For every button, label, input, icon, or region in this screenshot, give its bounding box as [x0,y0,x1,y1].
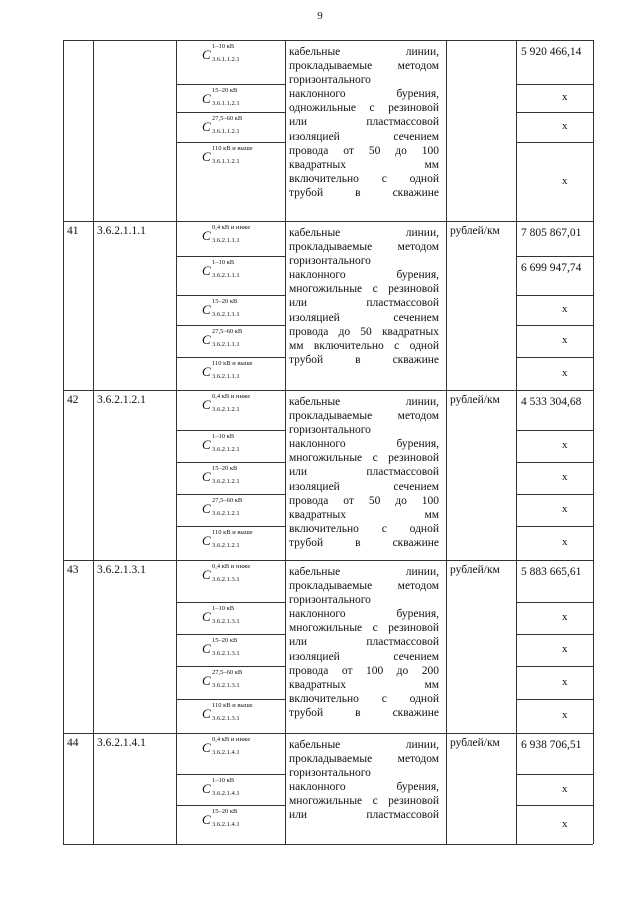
description-line: мм включительно с одной [289,339,439,352]
description-line: горизонтального [289,255,371,268]
rate-voltage: 15–20 кВ [212,298,238,305]
subrow-border [176,357,285,358]
rate-index: 3.6.1.1.2.1 [212,128,240,135]
row-description [289,565,439,720]
rate-voltage: 27,5–60 кВ [212,328,243,335]
description-line: наклонного бурения, [289,438,439,451]
rate-letter: C [202,469,211,484]
rate-symbol [202,497,243,517]
description-line: горизонтального [289,74,371,87]
value-not-applicable: x [562,120,568,132]
rate-letter: C [202,332,211,347]
rate-voltage: 15–20 кВ [212,808,238,815]
row-border [63,844,593,845]
row-unit: рублей/км [450,225,500,237]
row-border [63,390,593,391]
row-unit: рублей/км [450,737,500,749]
rate-symbol [202,529,253,549]
subrow-border [176,494,285,495]
rate-symbol [202,563,251,583]
description-line: трубой в скважине [289,186,439,199]
value-not-applicable: x [562,471,568,483]
rate-symbol [202,87,240,107]
rate-letter: C [202,533,211,548]
rate-voltage: 0,4 кВ и ниже [212,736,251,743]
page-number: 9 [317,10,323,22]
value-amount: 7 805 867,01 [521,227,582,239]
column-border [285,40,286,844]
rate-voltage: 0,4 кВ и ниже [212,224,251,231]
description-line: кабельные линии, [289,566,439,578]
rate-voltage: 27,5–60 кВ [212,115,243,122]
row-description [289,738,439,823]
subrow-border [516,430,593,431]
description-line: или пластмассовой [289,809,439,822]
row-border [63,733,593,734]
subrow-border [516,295,593,296]
row-number: 41 [67,225,79,237]
row-border [63,560,593,561]
rate-voltage: 1–10 кВ [212,433,235,440]
value-not-applicable: x [562,439,568,451]
subrow-border [176,84,285,85]
row-description [289,395,439,550]
description-line: трубой в скважине [289,353,439,366]
description-line: или пластмассовой [289,636,439,649]
description-line: трубой в скважине [289,536,439,549]
value-not-applicable: x [562,818,568,830]
rate-letter: C [202,91,211,106]
subrow-border [516,325,593,326]
rate-index: 3.6.2.1.4.1 [212,821,240,828]
description-line: провода от 50 до 100 [289,144,439,157]
value-not-applicable: x [562,611,568,623]
description-line: квадратных мм [289,508,439,521]
row-border [63,221,593,222]
description-line: многожильные с резиновой [289,795,439,808]
description-line: наклонного бурения, [289,269,439,282]
row-number: 44 [67,737,79,749]
description-line: провода от 100 до 200 [289,664,439,677]
rate-index: 3.6.2.1.3.1 [212,682,240,689]
subrow-border [516,602,593,603]
column-border [446,40,447,844]
column-border [63,40,64,844]
rate-voltage: 110 кВ и выше [212,702,253,709]
rate-voltage: 110 кВ и выше [212,360,253,367]
rate-letter: C [202,501,211,516]
rate-index: 3.6.2.1.3.1 [212,715,240,722]
rate-letter: C [202,567,211,582]
rate-symbol [202,808,240,828]
row-code: 3.6.2.1.4.1 [97,737,146,749]
value-not-applicable: x [562,503,568,515]
value-not-applicable: x [562,783,568,795]
rate-voltage: 15–20 кВ [212,87,238,94]
rate-symbol [202,360,253,380]
value-not-applicable: x [562,334,568,346]
rate-symbol [202,43,240,63]
rate-symbol [202,259,240,279]
description-line: провода от 50 до 100 [289,494,439,507]
value-not-applicable: x [562,676,568,688]
description-line: горизонтального [289,594,371,607]
subrow-border [516,84,593,85]
column-border [93,40,94,844]
rate-index: 3.6.1.1.2.1 [212,100,240,107]
description-line: провода до 50 квадратных [289,325,439,338]
subrow-border [176,666,285,667]
rate-symbol [202,465,240,485]
description-line: трубой в скважине [289,706,439,719]
rate-index: 3.6.2.1.2.1 [212,542,240,549]
subrow-border [176,634,285,635]
row-code: 3.6.2.1.2.1 [97,394,146,406]
rate-index: 3.6.2.1.3.1 [212,650,240,657]
rate-letter: C [202,641,211,656]
rate-index: 3.6.2.1.3.1 [212,576,240,583]
rate-voltage: 1–10 кВ [212,605,235,612]
rate-voltage: 15–20 кВ [212,637,238,644]
rate-letter: C [202,706,211,721]
row-unit: рублей/км [450,394,500,406]
rate-letter: C [202,437,211,452]
subrow-border [516,462,593,463]
column-border [593,40,594,844]
description-line: горизонтального [289,424,371,437]
row-number: 42 [67,394,79,406]
rate-letter: C [202,149,211,164]
rate-letter: C [202,609,211,624]
rate-index: 3.6.2.1.1.1 [212,237,240,244]
rate-voltage: 1–10 кВ [212,43,235,50]
description-line: или пластмассовой [289,116,439,129]
column-border [176,40,177,844]
rate-voltage: 27,5–60 кВ [212,669,243,676]
rate-symbol [202,298,240,318]
subrow-border [176,526,285,527]
rate-symbol [202,115,243,135]
description-line: изоляцией сечением [289,480,439,493]
description-line: прокладываемые методом [289,580,439,593]
rate-letter: C [202,397,211,412]
rate-index: 3.6.2.1.1.1 [212,311,240,318]
value-amount: 5 920 466,14 [521,46,582,58]
subrow-border [176,805,285,806]
rate-symbol [202,224,251,244]
value-not-applicable: x [562,709,568,721]
description-line: прокладываемые методом [289,60,439,73]
rate-index: 3.6.1.1.2.1 [212,158,240,165]
value-not-applicable: x [562,643,568,655]
rate-symbol [202,433,240,453]
description-line: или пластмассовой [289,466,439,479]
rate-letter: C [202,228,211,243]
rate-index: 3.6.2.1.2.1 [212,478,240,485]
rate-letter: C [202,302,211,317]
description-line: включительно с одной [289,172,439,185]
subrow-border [516,494,593,495]
rate-index: 3.6.2.1.1.1 [212,341,240,348]
subrow-border [516,526,593,527]
rate-index: 3.6.2.1.2.1 [212,406,240,413]
subrow-border [516,142,593,143]
description-line: одножильные с резиновой [289,102,439,115]
description-line: наклонного бурения, [289,608,439,621]
description-line: наклонного бурения, [289,88,439,101]
rate-symbol [202,328,243,348]
subrow-border [516,634,593,635]
subrow-border [516,112,593,113]
description-line: кабельные линии, [289,227,439,239]
column-border [516,40,517,844]
tariff-table [63,40,593,844]
rate-letter: C [202,47,211,62]
value-amount: 5 883 665,61 [521,566,582,578]
description-line: изоляцией сечением [289,130,439,143]
subrow-border [176,295,285,296]
row-border [63,40,593,41]
description-line: многожильные с резиновой [289,622,439,635]
rate-index: 3.6.2.1.2.1 [212,446,240,453]
rate-voltage: 110 кВ и выше [212,529,253,536]
rate-symbol [202,702,253,722]
row-description [289,226,439,367]
rate-voltage: 1–10 кВ [212,777,235,784]
subrow-border [176,602,285,603]
rate-voltage: 110 кВ и выше [212,145,253,152]
rate-symbol [202,393,251,413]
description-line: кабельные линии, [289,46,439,58]
subrow-border [516,805,593,806]
value-not-applicable: x [562,91,568,103]
rate-letter: C [202,673,211,688]
value-not-applicable: x [562,536,568,548]
description-line: прокладываемые методом [289,410,439,423]
description-line: квадратных мм [289,158,439,171]
subrow-border [176,774,285,775]
description-line: квадратных мм [289,678,439,691]
description-line: включительно с одной [289,692,439,705]
subrow-border [176,256,285,257]
subrow-border [516,666,593,667]
description-line: прокладываемые методом [289,753,439,766]
description-line: горизонтального [289,767,371,780]
subrow-border [516,774,593,775]
subrow-border [516,256,593,257]
value-amount: 6 699 947,74 [521,262,582,274]
rate-index: 3.6.2.1.2.1 [212,510,240,517]
rate-index: 3.6.2.1.4.1 [212,790,240,797]
rate-index: 3.6.2.1.1.1 [212,373,240,380]
rate-symbol [202,669,243,689]
rate-letter: C [202,263,211,278]
description-line: наклонного бурения, [289,781,439,794]
rate-letter: C [202,740,211,755]
value-amount: 4 533 304,68 [521,396,582,408]
rate-voltage: 0,4 кВ и ниже [212,563,251,570]
row-unit: рублей/км [450,564,500,576]
rate-voltage: 27,5–60 кВ [212,497,243,504]
subrow-border [176,462,285,463]
subrow-border [516,357,593,358]
description-line: многожильные с резиновой [289,283,439,296]
value-amount: 6 938 706,51 [521,739,582,751]
subrow-border [516,699,593,700]
description-line: изоляцией сечением [289,650,439,663]
description-line: кабельные линии, [289,739,439,751]
subrow-border [176,142,285,143]
rate-symbol [202,736,251,756]
description-line: кабельные линии, [289,396,439,408]
value-not-applicable: x [562,367,568,379]
row-number: 43 [67,564,79,576]
rate-index: 3.6.2.1.3.1 [212,618,240,625]
rate-letter: C [202,812,211,827]
description-line: многожильные с резиновой [289,452,439,465]
row-code: 3.6.2.1.3.1 [97,564,146,576]
rate-letter: C [202,119,211,134]
rate-symbol [202,637,240,657]
rate-symbol [202,145,253,165]
rate-symbol [202,605,240,625]
rate-symbol [202,777,240,797]
description-line: включительно с одной [289,522,439,535]
row-description [289,45,439,200]
rate-letter: C [202,781,211,796]
rate-index: 3.6.2.1.1.1 [212,272,240,279]
subrow-border [176,325,285,326]
rate-voltage: 0,4 кВ и ниже [212,393,251,400]
row-code: 3.6.2.1.1.1 [97,225,146,237]
rate-index: 3.6.2.1.4.1 [212,749,240,756]
subrow-border [176,699,285,700]
subrow-border [176,112,285,113]
rate-voltage: 15–20 кВ [212,465,238,472]
description-line: изоляцией сечением [289,311,439,324]
rate-letter: C [202,364,211,379]
rate-voltage: 1–10 кВ [212,259,235,266]
subrow-border [176,430,285,431]
rate-index: 3.6.1.1.2.1 [212,56,240,63]
description-line: или пластмассовой [289,297,439,310]
value-not-applicable: x [562,175,568,187]
description-line: прокладываемые методом [289,241,439,254]
value-not-applicable: x [562,303,568,315]
